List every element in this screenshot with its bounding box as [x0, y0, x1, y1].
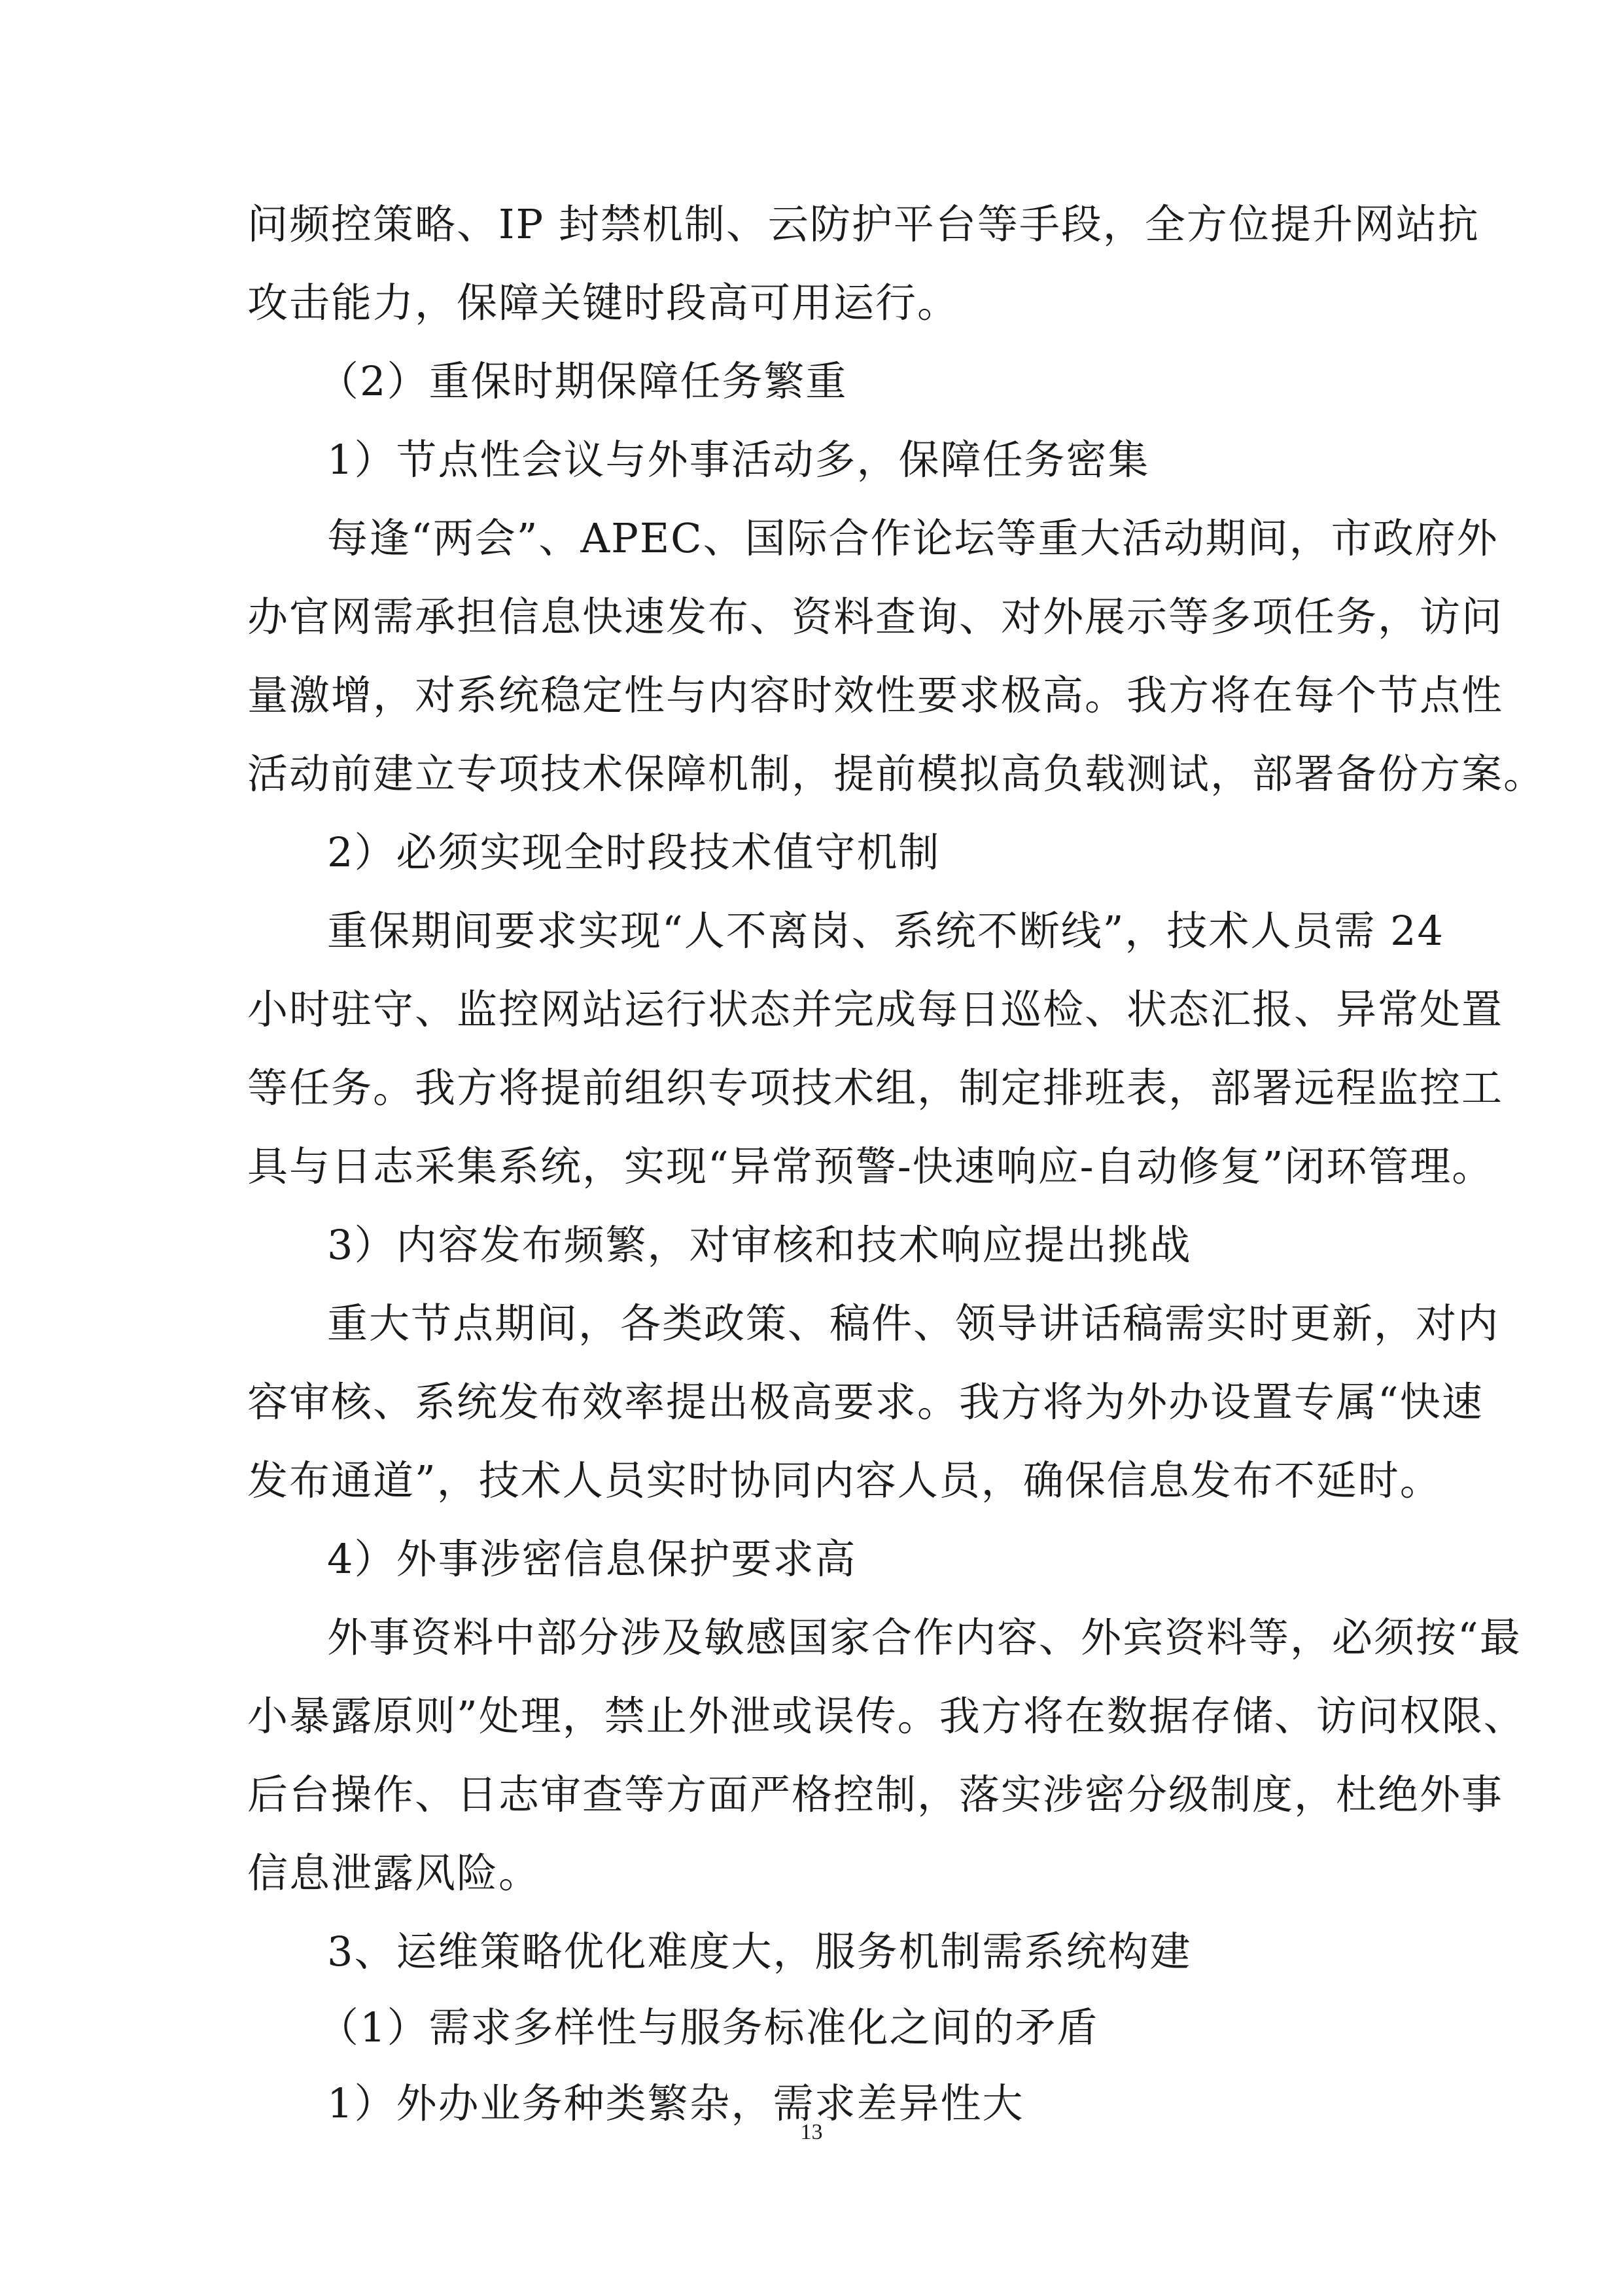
body-paragraph-line: 问频控策略、IP 封禁机制、云防护平台等手段，全方位提升网站抗 — [247, 200, 1480, 248]
document-body — [247, 185, 1546, 2143]
body-paragraph-line: 发布通道”，技术人员实时协同内容人员，确保信息发布不延时。 — [247, 1457, 1442, 1504]
body-paragraph-line: 重保期间要求实现“人不离岗、系统不断线”，技术人员需 24 — [327, 907, 1444, 955]
body-paragraph-line: 等任务。我方将提前组织专项技术组，制定排班表，部署远程监控工 — [247, 1064, 1504, 1112]
body-paragraph-line: 小时驻守、监控网站运行状态并完成每日巡检、状态汇报、异常处置 — [247, 985, 1504, 1033]
subsection-heading: 3）内容发布频繁，对审核和技术响应提出挑战 — [327, 1221, 1192, 1269]
subsection-heading: 4）外事涉密信息保护要求高 — [327, 1535, 857, 1583]
body-paragraph-line: 攻击能力，保障关键时段高可用运行。 — [247, 279, 960, 327]
body-paragraph-line: 后台操作、日志审查等方面严格控制，落实涉密分级制度，杜绝外事 — [247, 1771, 1504, 1818]
section-heading: （1）需求多样性与服务标准化之间的矛盾 — [318, 2004, 1099, 2051]
body-paragraph-line: 每逢“两会”、APEC、国际合作论坛等重大活动期间，市政府外 — [327, 514, 1499, 562]
body-paragraph-line: 活动前建立专项技术保障机制，提前模拟高负载测试，部署备份方案。 — [247, 750, 1546, 798]
body-paragraph-line: 信息泄露风险。 — [247, 1849, 541, 1897]
section-heading: （2）重保时期保障任务繁重 — [318, 357, 848, 405]
body-paragraph-line: 外事资料中部分涉及敏感国家合作内容、外宾资料等，必须按“最 — [327, 1614, 1522, 1661]
page-number: 13 — [800, 2120, 823, 2144]
subsection-heading: 2）必须实现全时段技术值守机制 — [327, 828, 941, 876]
body-paragraph-line: 量激增，对系统稳定性与内容时效性要求极高。我方将在每个节点性 — [247, 671, 1504, 719]
subsection-heading: 1）节点性会议与外事活动多，保障任务密集 — [327, 436, 1150, 484]
subsection-heading: 1）外办业务种类繁杂，需求差异性大 — [327, 2079, 1024, 2127]
body-paragraph-line: 小暴露原则”处理，禁止外泄或误传。我方将在数据存储、访问权限、 — [247, 1692, 1526, 1740]
body-paragraph-line: 重大节点期间，各类政策、稿件、领导讲话稿需实时更新，对内 — [327, 1299, 1500, 1347]
body-paragraph-line: 办官网需承担信息快速发布、资料查询、对外展示等多项任务，访问 — [247, 593, 1504, 641]
body-paragraph-line: 具与日志采集系统，实现“异常预警-快速响应-自动修复”闭环管理。 — [247, 1142, 1494, 1190]
chapter-heading: 3、运维策略优化难度大，服务机制需系统构建 — [327, 1928, 1192, 1975]
body-paragraph-line: 容审核、系统发布效率提出极高要求。我方将为外办设置专属“快速 — [247, 1378, 1484, 1426]
